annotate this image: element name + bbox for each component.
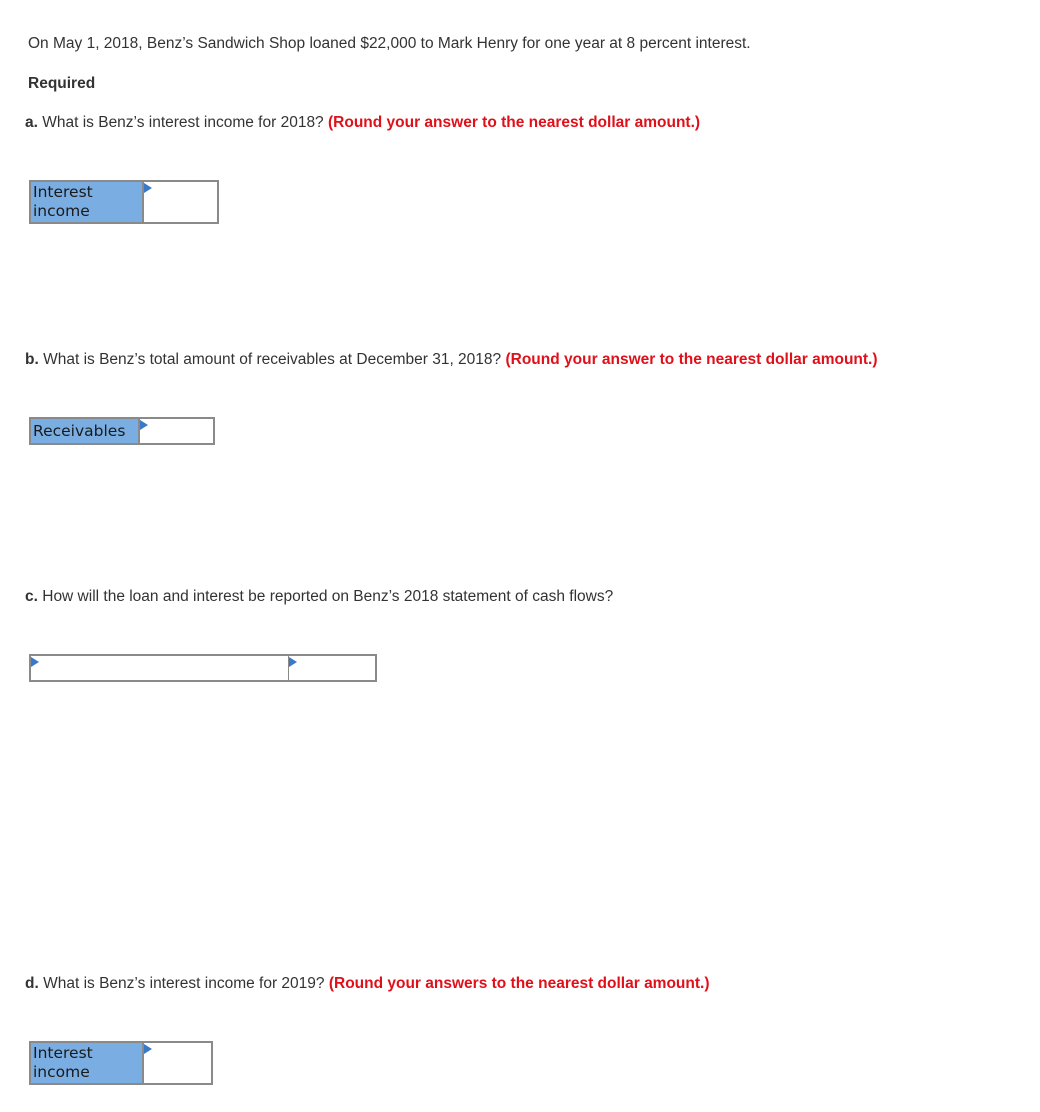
question-b-hint: (Round your answer to the nearest dollar amount.) bbox=[505, 351, 878, 368]
cash-flow-amount-select[interactable] bbox=[289, 656, 375, 680]
cash-flow-activity-select[interactable] bbox=[31, 656, 288, 680]
question-a-text: What is Benz’s interest income for 2018? bbox=[37, 114, 328, 131]
question-a-letter: a. bbox=[25, 114, 38, 131]
answer-table-d bbox=[29, 1041, 213, 1085]
question-c bbox=[25, 588, 613, 606]
question-d-letter: d. bbox=[25, 975, 39, 992]
question-d-text: What is Benz’s interest income for 2019? bbox=[38, 975, 329, 992]
answer-table-b bbox=[29, 417, 215, 445]
question-c-letter: c. bbox=[25, 588, 38, 605]
dropdown-marker-icon bbox=[31, 657, 39, 667]
dropdown-marker-icon bbox=[289, 657, 297, 667]
question-b-text: What is Benz’s total amount of receivables at December 31, 2018? bbox=[38, 351, 506, 368]
question-a bbox=[25, 114, 700, 132]
interest-income-label-d-line2: income bbox=[33, 1063, 90, 1081]
interest-income-label-a bbox=[31, 182, 143, 222]
question-b bbox=[25, 351, 878, 369]
cell-marker-icon bbox=[144, 183, 152, 193]
interest-income-input-d[interactable] bbox=[144, 1043, 211, 1083]
question-a-hint: (Round your answer to the nearest dollar amount.) bbox=[328, 114, 701, 131]
interest-income-label-d bbox=[31, 1043, 143, 1083]
receivables-label: Receivables bbox=[31, 419, 139, 443]
cell-marker-icon bbox=[144, 1044, 152, 1054]
answer-table-c bbox=[29, 654, 377, 682]
interest-income-cell-a bbox=[143, 182, 217, 222]
question-c-text: How will the loan and interest be reported on Benz’s 2018 statement of cash flows? bbox=[37, 588, 614, 605]
interest-income-label-a-line2: income bbox=[33, 202, 90, 220]
interest-income-label-d-line1: Interest bbox=[33, 1044, 93, 1062]
cash-flow-amount-cell bbox=[288, 656, 375, 680]
interest-income-label-a-line1: Interest bbox=[33, 183, 93, 201]
required-heading: Required bbox=[28, 75, 96, 92]
question-d bbox=[25, 975, 710, 993]
interest-income-cell-d bbox=[143, 1043, 211, 1083]
cash-flow-activity-cell bbox=[31, 656, 288, 680]
problem-intro: On May 1, 2018, Benz’s Sandwich Shop loaned $22,000 to Mark Henry for one year at 8 percent interest. bbox=[28, 35, 751, 52]
cell-marker-icon bbox=[140, 420, 148, 430]
question-d-hint: (Round your answers to the nearest dollar amount.) bbox=[328, 975, 710, 992]
receivables-input[interactable] bbox=[140, 419, 213, 443]
question-b-letter: b. bbox=[25, 351, 39, 368]
answer-table-a bbox=[29, 180, 219, 224]
receivables-cell bbox=[139, 419, 213, 443]
interest-income-input-a[interactable] bbox=[144, 182, 217, 222]
